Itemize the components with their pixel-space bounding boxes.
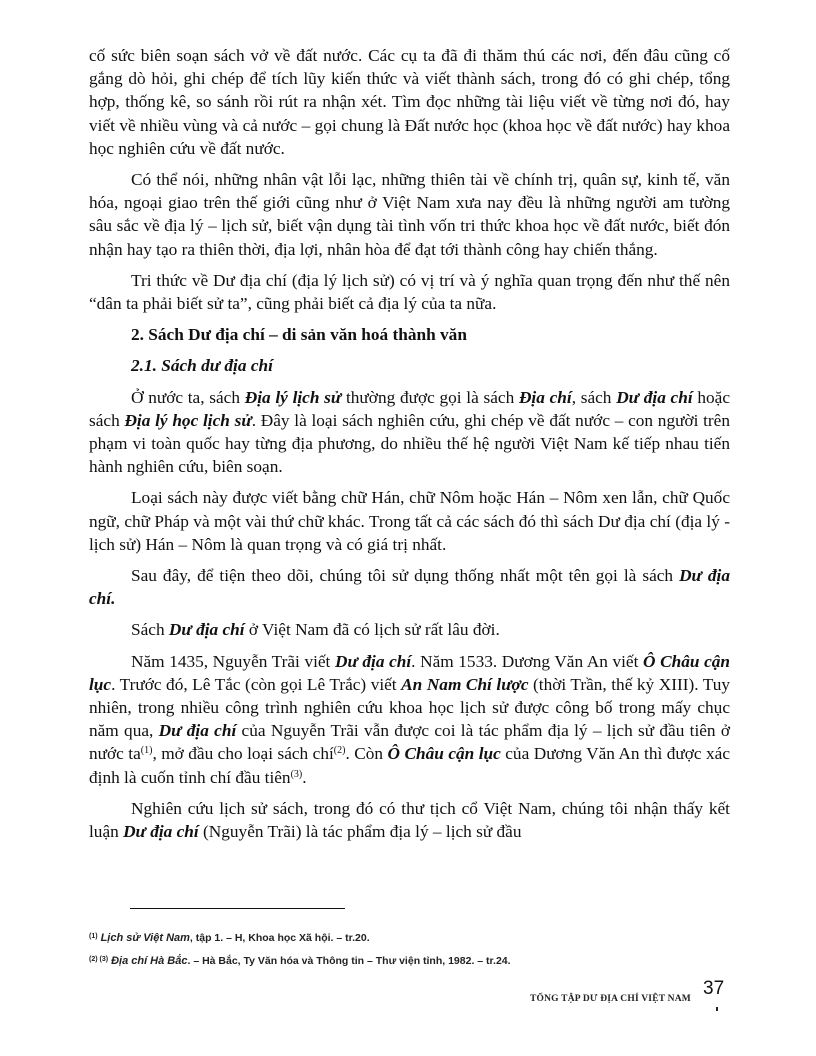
footnote-text: , tập 1. – H, Khoa học Xã hội. – tr.20.: [189, 932, 370, 944]
text: (Nguyễn Trãi) là tác phẩm địa lý – lịch sử đầu: [198, 822, 522, 842]
paragraph: [89, 386, 730, 479]
text: Nghiên cứu lịch sử sách, trong đó có thư tịch cổ Việt Nam, chúng tôi nhận thấy kết luận: [89, 798, 730, 842]
footnote-ref[interactable]: (1): [140, 745, 153, 757]
footnote: [89, 949, 729, 972]
running-footer-title: TỔNG TẬP DƯ ĐỊA CHÍ VIỆT NAM: [530, 994, 691, 1004]
paragraph: [89, 797, 730, 843]
book-title: An Nam Chí lược: [401, 674, 529, 694]
text: , mở đầu cho loại sách chí: [152, 744, 334, 764]
text: Năm 1435, Nguyễn Trãi viết: [131, 651, 335, 671]
paragraph: Loại sách này được viết bằng chữ Hán, chữ Nôm hoặc Hán – Nôm xen lẫn, chữ Quốc ngữ, chữ Pháp và một vài thứ chữ khác. Trong tất cả các sách đó thì sách Dư địa chí (địa lý - lịch sử) Hán – Nôm là quan trọng và có giá trị nhất.: [89, 488, 730, 554]
book-title: Địa lý học lịch sử: [124, 410, 252, 430]
paragraph-continued: cố sức biên soạn sách vở về đất nước. Các cụ ta đã đi thăm thú các nơi, đến đâu cũng cố gắng dò hỏi, ghi chép để tích lũy kiến thức và viết thành sách, trong đó có ghi chép, tổng hợp, thống kê, so sánh rồi rút ra nhận xét. Tìm đọc những tài liệu viết về từng nơi đó, hay viết về nhiều vùng và cả nước – gọi chung là Đất nước học (khoa học về đất nước) hay khoa học nghiên cứu về đất nước.: [89, 46, 730, 158]
book-title: Ô Châu cận lục: [387, 744, 501, 764]
page-body: [89, 44, 730, 851]
footnote-text: . – Hà Bắc, Ty Văn hóa và Thông tin – Thư viện tỉnh, 1982. – tr.24.: [187, 955, 511, 967]
book-title: Ô Châu cận lục: [89, 651, 730, 694]
text: của Dương Văn An thì được xác định là cuốn tỉnh chí đầu tiên: [89, 744, 730, 787]
paragraph: Có thể nói, những nhân vật lỗi lạc, những thiên tài về chính trị, quân sự, kinh tế, văn hóa, ngoại giao trên thế giới cũng như ở Việt Nam xưa nay đều là những người am tường sâu sắc về địa lý – lịch sử, biết vận dụng tài tình vốn tri thức khoa học về đất nước, biết đón nhận hay tạo ra thiên thời, địa lợi, nhân hòa để đạt tới thành công hay chiến thắng.: [89, 170, 730, 259]
book-title: Dư địa chí: [123, 822, 199, 842]
text: .: [302, 767, 307, 787]
paragraph: Tri thức về Dư địa chí (địa lý lịch sử) có vị trí và ý nghĩa quan trọng đến như thế nên “dân ta phải biết sử ta”, cũng phải biết cả địa lý của ta nữa.: [89, 270, 730, 314]
subsection-heading: 2.1. Sách dư địa chí: [131, 356, 273, 376]
text: Sách: [131, 620, 169, 640]
text: của Nguyễn Trãi vẫn được coi là tác phẩm địa lý – lịch sử đầu tiên ở nước ta: [89, 721, 731, 764]
book-title: Địa chí: [518, 387, 572, 407]
paragraph: [89, 564, 730, 610]
footnote-title: Địa chí Hà Bắc: [111, 955, 188, 967]
text: thường được gọi là sách: [341, 387, 519, 407]
paragraph: [89, 618, 730, 641]
text: hoặc sách: [89, 387, 731, 430]
text: (thời Trần, thế kỷ XIII). Tuy nhiên, trong nhiều công trình nghiên cứu khoa học lịch sử được công bố trong mấy chục năm qua,: [89, 674, 730, 741]
book-title: Dư địa chí.: [89, 566, 730, 609]
footnote: [89, 926, 729, 949]
footnote-mark: (1): [89, 933, 98, 940]
text: Ở nước ta, sách: [131, 387, 245, 407]
section-heading: 2. Sách Dư địa chí – di sản văn hoá thành văn: [131, 325, 467, 345]
footnote-separator: [130, 908, 345, 909]
page-number-tick: [716, 1007, 718, 1011]
page-number: 37: [703, 978, 725, 999]
paragraph: [89, 650, 730, 789]
text: . Năm 1533. Dương Văn An viết: [411, 651, 643, 671]
footnotes: [89, 926, 729, 972]
footnote-ref[interactable]: (2): [333, 745, 346, 757]
book-title: Dư địa chí: [168, 620, 245, 640]
text: . Đây là loại sách nghiên cứu, ghi chép về đất nước – con người trên phạm vi toàn quốc hay từng địa phương, do nhiều thế hệ người Việt Nam kế tiếp nhau tiến hành nghiên cứu, biên soạn.: [89, 410, 730, 477]
footnote-ref[interactable]: (3): [290, 768, 303, 780]
text: ở Việt Nam đã có lịch sử rất lâu đời.: [244, 620, 500, 640]
book-title: Địa lý lịch sử: [244, 387, 342, 407]
footnote-title: Lịch sử Việt Nam: [100, 932, 190, 944]
footnote-mark: (2) (3): [89, 956, 109, 963]
text: , sách: [571, 387, 617, 407]
text: . Trước đó, Lê Tắc (còn gọi Lê Trắc) viết: [111, 674, 402, 694]
book-title: Dư địa chí: [334, 651, 412, 671]
text: Sau đây, để tiện theo dõi, chúng tôi sử dụng thống nhất một tên gọi là sách: [131, 566, 680, 586]
text: . Còn: [345, 744, 388, 764]
book-title: Dư địa chí: [158, 721, 237, 741]
book-title: Dư địa chí: [616, 387, 693, 407]
